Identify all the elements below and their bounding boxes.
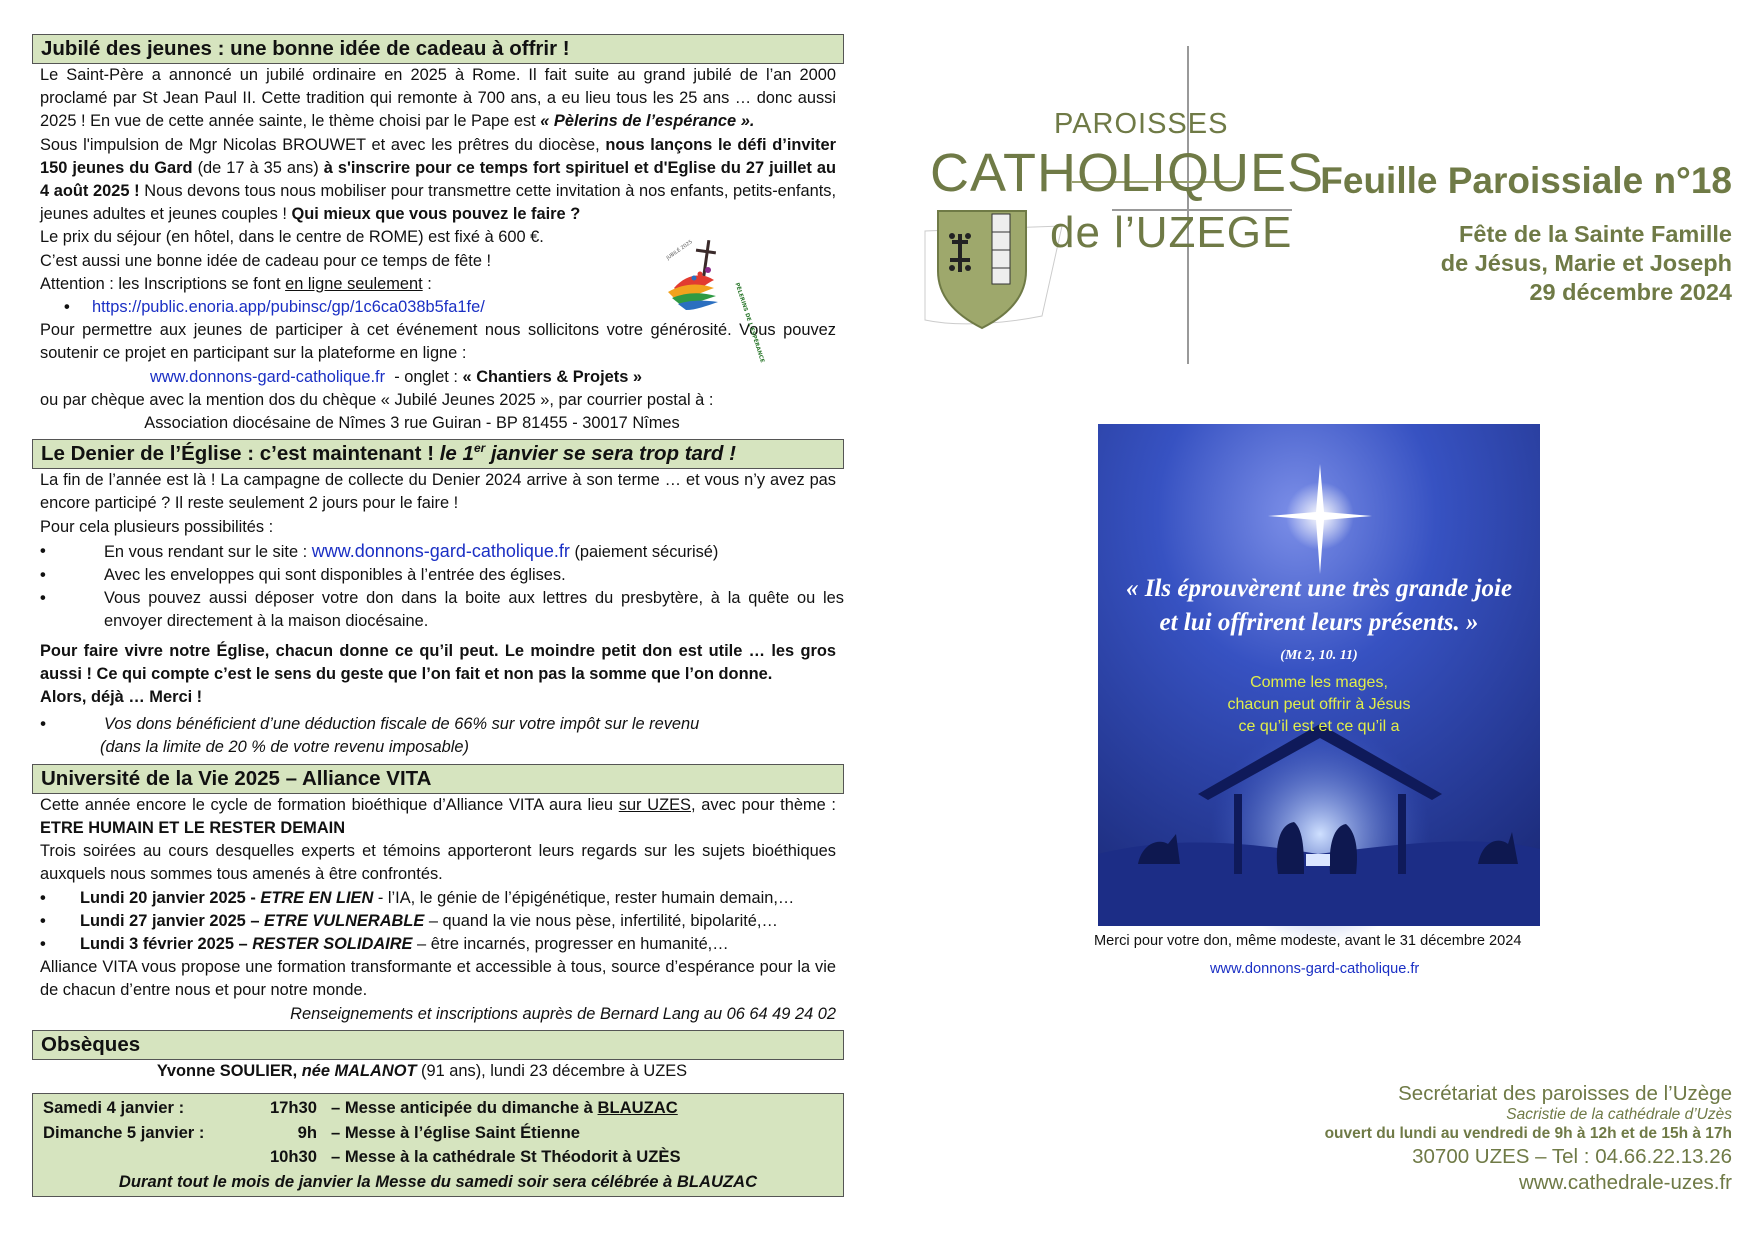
poster-subtext: Comme les mages, chacun peut offrir à Jésus ce qu’il est et ce qu’il a [1227,674,1411,735]
denier-paragraph-2: Pour cela plusieurs possibilités : [40,517,274,536]
poster-caption: Merci pour votre don, même modeste, avant le 31 décembre 2024 [1094,933,1522,949]
nativity-poster [1098,424,1540,926]
list-item: • Avec les enveloppes qui sont disponibles à l’entrée des églises. [32,564,844,587]
list-item: • En vous rendant sur le site : www.donnons-gard-catholique.fr (paiement sécurisé) [32,540,844,564]
jubile-address: Association diocésaine de Nîmes 3 rue Guiran - BP 81455 - 30017 Nîmes [144,414,680,433]
jubile-paragraph-2: Sous l'impulsion de Mgr Nicolas BROUWET et avec les prêtres du diocèse, nous lançons le défi d’inviter 150 jeunes du Gard (de 17 à 35 ans) à s'inscrire pour ce temps fort spirituel et d'Eglise du 27 juillet au 4 août 2025 ! Nous devons tous nous mobiliser pour transmettre cette invitation à nos enfants, petits-enfants, jeunes adultes et jeunes couples ! Qui mieux que vous pouvez le faire ? [40,135,837,224]
jubile-support-text: Pour permettre aux jeunes de participer à cet événement nous sollicitons votre générosité. Vous pouvez soutenir ce projet en participant sur la plateforme en ligne : [40,321,836,363]
registration-link[interactable]: https://public.enoria.app/pubinsc/gp/1c6ca038b5fa1fe/ [92,298,485,317]
poster-donation-link[interactable]: www.donnons-gard-catholique.fr [1210,961,1420,977]
jubile-registration-note: Attention : les Inscriptions se font en ligne seulement : [40,274,432,293]
mass-row: 10h30 – Messe à la cathédrale St Théodorit à UZÈS [269,1147,681,1167]
svg-text:JUBILÉ 2025: JUBILÉ 2025 [665,239,694,262]
denier-tax-list [32,713,844,759]
list-item: • Lundi 20 janvier 2025 - ETRE EN LIEN - l’IA, le génie de l’épigénétique, rester humain demain,… [32,887,844,910]
jubile-cheque-text: ou par chèque avec la mention dos du chèque « Jubilé Jeunes 2025 », par courrier postal à : [40,390,714,409]
page-title: Feuille Paroissiale n°18 [1320,160,1732,201]
brand-catholiques: CATHOLIQUES [930,143,1325,203]
obseques-section-title: Obsèques [32,1030,844,1060]
brand-paroisses: PAROISSES [1054,108,1229,140]
jubile-paragraph-1: Le Saint-Père a annoncé un jubilé ordinaire en 2025 à Rome. Il fait suite au grand jubilé de l’an 2000 proclamé par St Jean Paul II. Cette tradition qui remonte à 700 ans, a eu lieu tous les 25 ans … donc aussi 2025 ! En vue de cette année sainte, le thème choisi par le Pape est « Pèlerins de l’espérance ». [40,66,836,131]
list-item: • Vous pouvez aussi déposer votre don dans la boite aux lettres du presbytère, à la quête ou les envoyer directement à la maison diocésaine. [32,587,844,633]
denier-bold-paragraph: Pour faire vivre notre Église, chacun donne ce qu’il peut. Le moindre petit don est utile … les gros aussi ! Ce qui compte c’est le sens du geste que l’on fait et non pas la somme que l’on donne. [40,641,836,683]
vita-paragraph-2: Trois soirées au cours desquelles experts et témoins apporteront leurs regards sur les sujets bioéthiques auxquels nous sommes tous amenés à être confrontés. [40,842,836,884]
denier-paragraph-1: La fin de l’année est là ! La campagne de collecte du Denier 2024 arrive à son terme … et vous n’y avez pas encore participé ? Il reste seulement 2 jours pour le faire ! [40,471,836,513]
secretariat-info: Secrétariat des paroisses de l’Uzège Sacristie de la cathédrale d’Uzès ouvert du lundi au vendredi de 9h à 12h et de 15h à 17h 30700 UZES – Tel : 04.66.22.13.26 www.cathedrale-uzes.fr [1324,1082,1732,1194]
jubile-donation-line: www.donnons-gard-catholique.fr - onglet : « Chantiers & Projets » [150,367,642,386]
denier-options-list [32,540,844,634]
denier-thanks: Alors, déjà … Merci ! [40,688,203,707]
obseques-entry: Yvonne SOULIER, née MALANOT (91 ans), lundi 23 décembre à UZES [156,1061,688,1080]
poster-reference: (Mt 2, 10. 11) [1280,648,1358,663]
mass-schedule-note: Durant tout le mois de janvier la Messe du samedi soir sera célébrée à BLAUZAC [118,1171,758,1191]
mass-row: Samedi 4 janvier : 17h30 – Messe anticipée du dimanche à BLAUZAC [43,1098,678,1117]
donation-link[interactable]: www.donnons-gard-catholique.fr [150,367,386,386]
vita-paragraph-3: Alliance VITA vous propose une formation transformante et accessible à tous, source d’espérance pour la vie de chacun d’entre nous et pour notre monde. [40,958,836,1000]
jubilee-pilgrims-logo [656,234,766,364]
vita-contact: Renseignements et inscriptions auprès de Bernard Lang au 06 64 49 24 02 [290,1004,836,1023]
vita-sessions-list [32,887,844,957]
jubile-price: Le prix du séjour (en hôtel, dans le centre de ROME) est fixé à 600 €. [40,228,544,247]
list-item: • Vos dons bénéficient d’une déduction fiscale de 66% sur votre impôt sur le revenu (dans la limite de 20 % de votre revenu imposable) [32,713,844,759]
left-column [32,34,844,1083]
vita-section-title: Université de la Vie 2025 – Alliance VITA [32,764,844,794]
denier-section-title: Le Denier de l’Église : c’est maintenant ! le 1er janvier se sera trop tard ! [32,439,844,469]
jubile-section-title: Jubilé des jeunes : une bonne idée de cadeau à offrir ! [32,34,844,64]
jubile-gift-idea: C’est aussi une bonne idée de cadeau pour ce temps de fête ! [40,251,492,270]
list-item: • Lundi 27 janvier 2025 – ETRE VULNERABLE – quand la vie nous pèse, infertilité, bipolarité,… [32,910,844,933]
feast-heading: Fête de la Sainte Famille de Jésus, Marie et Joseph 29 décembre 2024 [1440,221,1732,305]
cathedral-website-link[interactable]: www.cathedrale-uzes.fr [1518,1171,1732,1194]
vita-paragraph-1: Cette année encore le cycle de formation bioéthique d’Alliance VITA aura lieu sur UZES, avec pour thème : ETRE HUMAIN ET LE RESTER DEMAIN [40,795,836,837]
mass-schedule-box [32,1093,844,1197]
brand-uzege: de l’UZEGE [1050,208,1293,257]
mass-row: Dimanche 5 janvier : 9h – Messe à l’église Saint Étienne [43,1122,581,1142]
list-item: • Lundi 3 février 2025 – RESTER SOLIDAIRE – être incarnés, progresser en humanité,… [32,933,844,956]
svg-text:PÈLERINS DE L'ESPÉRANCE: PÈLERINS DE L'ESPÉRANCE [733,282,766,364]
parish-logo-graphic [922,46,1292,366]
denier-site-link[interactable]: www.donnons-gard-catholique.fr [311,540,570,561]
poster-quote: « Ils éprouvèrent une très grande joie et lui offrirent leurs présents. » [1125,575,1513,636]
